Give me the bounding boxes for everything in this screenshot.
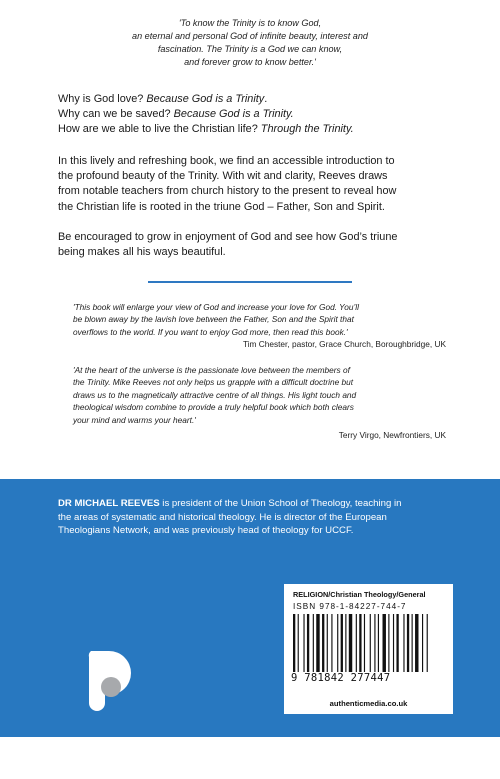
- endorsement-line: be blown away by the lavish love between the Father, Son and the Spirit that: [73, 314, 354, 325]
- barcode-panel: [284, 584, 453, 714]
- intro-paragraph: [58, 154, 468, 215]
- barcode-bar: [403, 614, 404, 672]
- intro-line: In this lively and refreshing book, we find an accessible introduction to: [58, 155, 395, 167]
- epigraph-line: fascination. The Trinity is a God we can know,: [157, 44, 343, 54]
- endorsement-attribution: Terry Virgo, Newfrontiers, UK: [338, 430, 446, 441]
- bio-line: [58, 497, 468, 511]
- answer-end: .: [264, 93, 268, 105]
- barcode-bar: [393, 614, 394, 672]
- answer-text: Because God is a Trinity: [146, 93, 265, 105]
- barcode-bar: [370, 614, 371, 672]
- barcode-bar: [337, 614, 338, 672]
- bio-line: the areas of systematic and historical theology. He is director of the European: [58, 511, 387, 523]
- endorsement-line: 'At the heart of the universe is the passionate love between the members of: [73, 365, 350, 375]
- endorsement-quote: [73, 364, 446, 426]
- endorsement-line: overflows to the world. If you want to enjoy God more, then read this book.': [73, 326, 348, 337]
- isbn-label: ISBN 978-1-84227-744-7: [293, 602, 407, 611]
- endorsement-line: your mind and warms your heart.': [73, 414, 196, 425]
- answer-text: Through the Trinity.: [260, 123, 354, 136]
- barcode-bar: [327, 614, 328, 672]
- question-line: [58, 107, 468, 122]
- barcode-bar: [356, 614, 357, 672]
- barcode-bar: [427, 614, 428, 672]
- barcode-bar: [341, 614, 343, 672]
- barcode-bar: [316, 614, 319, 672]
- barcode-bar: [374, 614, 375, 672]
- endorsement-line: draws us to the magnetically attractive centre of all things. His light touch and: [73, 389, 357, 400]
- barcode-bar: [378, 614, 379, 672]
- author-name: DR MICHAEL REEVES: [58, 498, 160, 509]
- epigraph-quote: [90, 17, 410, 69]
- barcode-bar: [383, 614, 386, 672]
- endorsement-tim-chester: [73, 301, 446, 351]
- questions-block: [58, 92, 468, 138]
- barcode-bar: [313, 614, 314, 672]
- publisher-website: authenticmedia.co.uk: [329, 699, 408, 708]
- barcode-digits: 9 781842 277447: [291, 672, 391, 684]
- question-line: [58, 92, 468, 107]
- barcode-bar: [412, 614, 413, 672]
- endorsement-terry-virgo: [73, 364, 446, 441]
- endorsement-line: theological wisdom combine to provide a truly helpful book which both clears: [73, 402, 354, 413]
- endorsement-line: 'This book will enlarge your view of God and increase your love for God. You’ll: [73, 302, 359, 312]
- category-label: RELIGION/Christian Theology/General: [293, 590, 426, 599]
- barcode-bars: [291, 614, 446, 674]
- question-text: Why can we be saved?: [58, 108, 174, 121]
- question-text: Why is God love?: [58, 93, 147, 105]
- publisher-p-logo-icon: [85, 651, 131, 711]
- barcode-bar: [415, 614, 418, 672]
- barcode-bar: [331, 614, 332, 672]
- barcode-bar: [345, 614, 346, 672]
- bio-line: Theologians Network, and was previously head of theology for UCCF.: [58, 525, 354, 537]
- intro-line: from notable teachers from church history to the present to reveal how: [58, 185, 397, 198]
- divider-rule: [148, 281, 352, 283]
- barcode-bar: [298, 614, 299, 672]
- endorsement-quote: [73, 301, 446, 338]
- answer-text: Because God is a Trinity.: [173, 108, 294, 121]
- encourage-paragraph: [58, 230, 468, 260]
- barcode-bar: [396, 614, 398, 672]
- barcode-bar: [322, 614, 324, 672]
- bio-text: is president of the Union School of Theology, teaching in: [159, 498, 402, 509]
- barcode-bar: [349, 614, 352, 672]
- epigraph-line: 'To know the Trinity is to know God,: [178, 18, 322, 28]
- barcode-bar: [303, 614, 304, 672]
- epigraph-line: an eternal and personal God of infinite beauty, interest and: [132, 31, 368, 41]
- barcode-bar: [359, 614, 361, 672]
- barcode-bar: [307, 614, 309, 672]
- barcode-bar: [388, 614, 389, 672]
- intro-line: the Christian life is rooted in the triune God – Father, Son and Spirit.: [58, 200, 385, 213]
- encourage-line: being makes all his ways beautiful.: [58, 246, 226, 259]
- question-text: How are we able to live the Christian life?: [58, 123, 261, 136]
- endorsement-line: the Trinity. Mike Reeves not only helps us grapple with a difficult doctrine but: [73, 377, 354, 388]
- intro-line: the profound beauty of the Trinity. With wit and clarity, Reeves draws: [58, 170, 388, 183]
- question-line: [58, 122, 468, 137]
- endorsement-attribution: Tim Chester, pastor, Grace Church, Boroughbridge, UK: [242, 339, 446, 350]
- barcode-bar: [407, 614, 409, 672]
- barcode-bar: [422, 614, 423, 672]
- barcode-bar: [364, 614, 365, 672]
- epigraph-line: and forever grow to know better.': [184, 57, 316, 67]
- encourage-line: Be encouraged to grow in enjoyment of God and see how God’s triune: [58, 231, 398, 243]
- author-bio: [58, 497, 468, 538]
- barcode-bar: [293, 614, 295, 672]
